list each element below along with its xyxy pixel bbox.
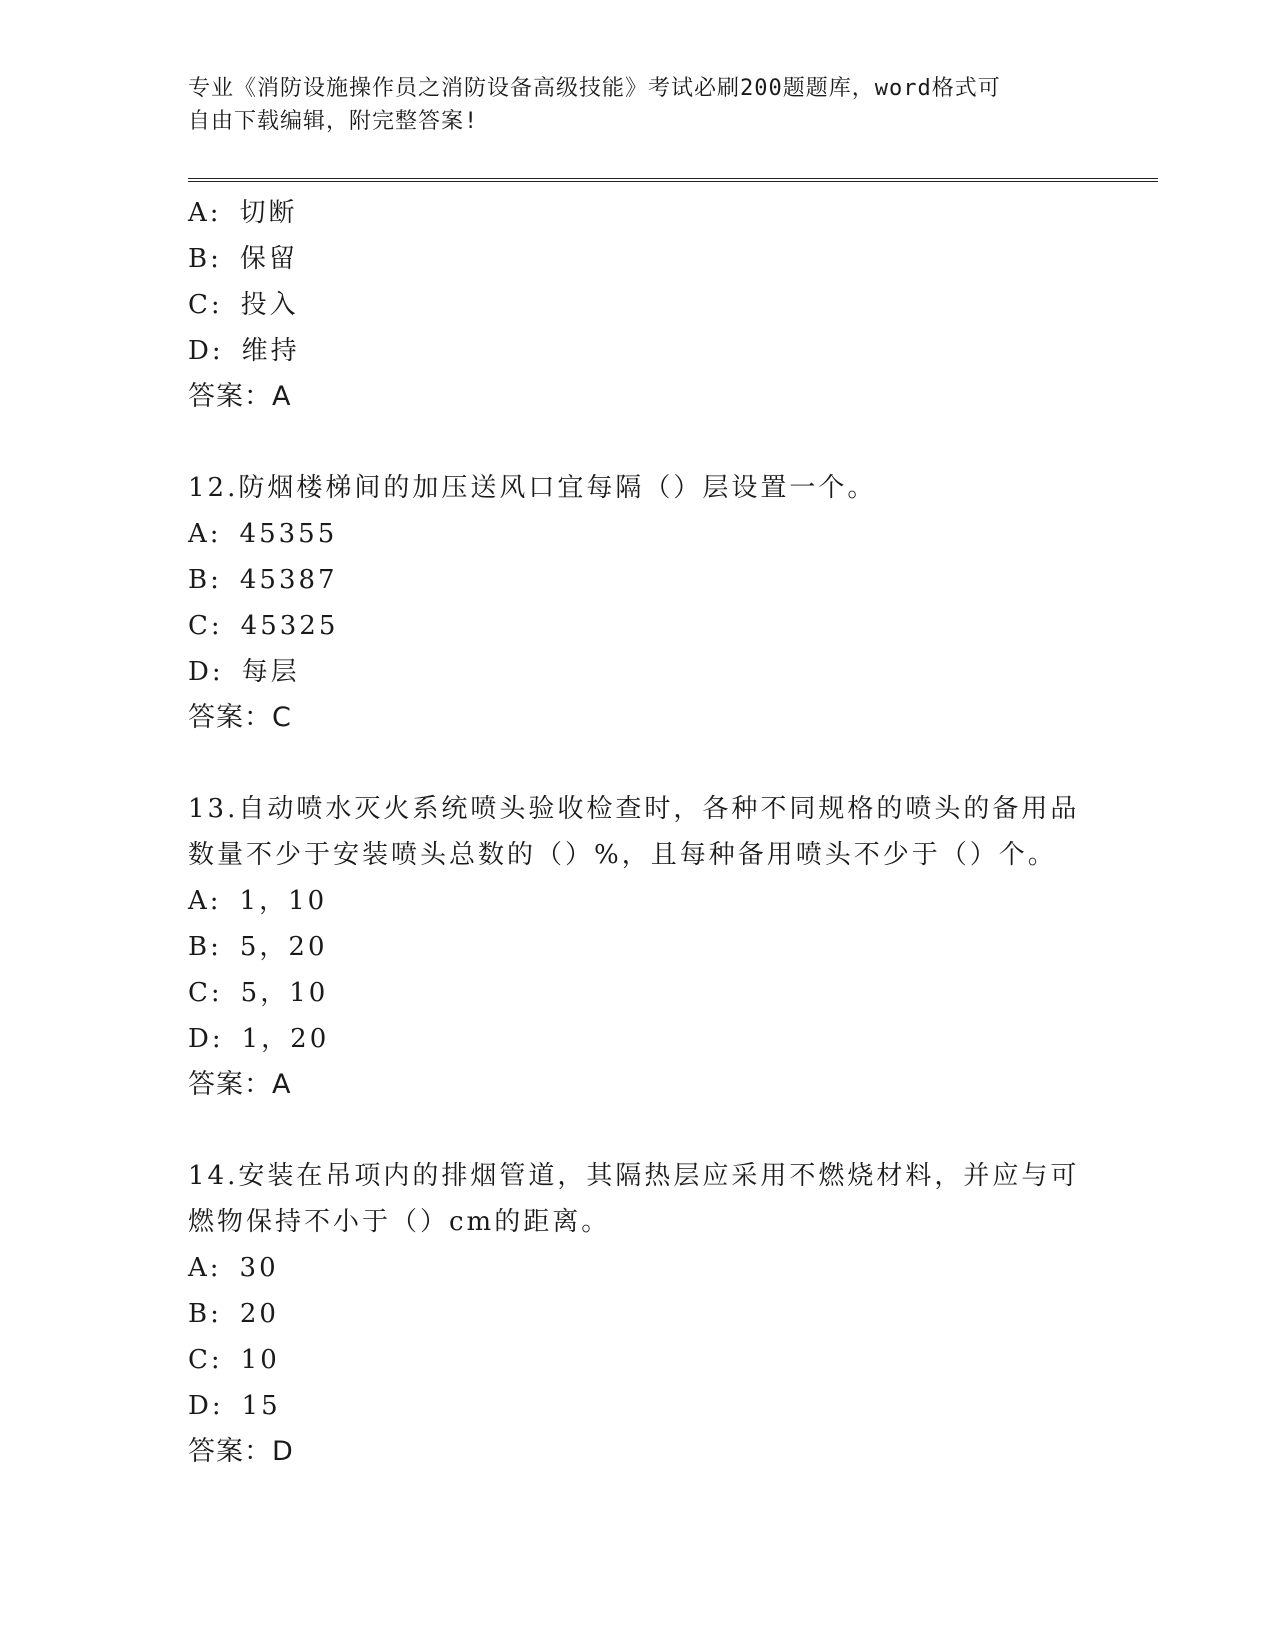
option-b: B: 45387: [188, 565, 338, 595]
option-a: A: 切断: [188, 198, 298, 228]
option-d: D: 维持: [188, 336, 300, 366]
answer-line: 答案：A: [188, 381, 292, 412]
option-a: A: 30: [188, 1253, 279, 1283]
header-divider: [188, 178, 1158, 182]
question-text-line-1: 14.安装在吊项内的排烟管道，其隔热层应采用不燃烧材料，并应与可: [188, 1161, 1080, 1191]
spacer: [188, 420, 1088, 465]
header-line-1: 专业《消防设施操作员之消防设备高级技能》考试必刷200题题库，word格式可: [188, 76, 1001, 101]
question-block-14: [188, 1153, 1088, 1475]
question-text-line-2: 燃物保持不小于（）cm的距离。: [188, 1207, 611, 1237]
answer-line: 答案：D: [188, 1436, 294, 1467]
option-d: D: 每层: [188, 657, 300, 687]
question-text: 12.防烟楼梯间的加压送风口宜每隔（）层设置一个。: [188, 473, 877, 503]
answer-line: 答案：C: [188, 702, 292, 733]
question-block-13: [188, 786, 1088, 1108]
question-text-line-1: 13.自动喷水灭火系统喷头验收检查时，各种不同规格的喷头的备用品: [188, 794, 1080, 824]
question-list: [188, 190, 1088, 1475]
answer-line: 答案：A: [188, 1069, 292, 1100]
option-c: C: 10: [188, 1345, 280, 1375]
option-d: D: 15: [188, 1391, 281, 1421]
option-d: D: 1，20: [188, 1024, 330, 1054]
spacer: [188, 1108, 1088, 1153]
option-b: B: 5，20: [188, 932, 328, 962]
question-block-12: [188, 465, 1088, 741]
question-block-partial: [188, 190, 1088, 420]
header-line-2: 自由下载编辑，附完整答案!: [188, 109, 479, 134]
option-a: A: 45355: [188, 519, 338, 549]
option-c: C: 5，10: [188, 978, 329, 1008]
spacer: [188, 741, 1088, 786]
option-a: A: 1，10: [188, 886, 328, 916]
option-c: C: 45325: [188, 611, 339, 641]
option-b: B: 保留: [188, 244, 298, 274]
option-c: C: 投入: [188, 290, 299, 320]
document-header: [188, 72, 1068, 138]
question-text-line-2: 数量不少于安装喷头总数的（）%，且每种备用喷头不少于（）个。: [188, 840, 1057, 870]
option-b: B: 20: [188, 1299, 279, 1329]
